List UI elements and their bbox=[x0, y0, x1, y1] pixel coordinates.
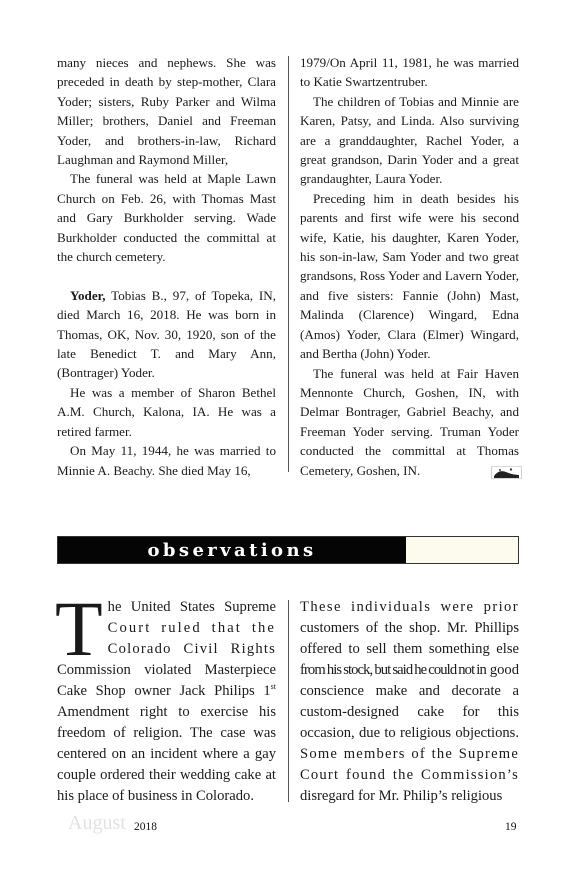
article-line: Colorado Civil Rights bbox=[107, 641, 276, 657]
article-line: from his stock, but said he could not in bbox=[300, 662, 486, 678]
obituary-paragraph-last bbox=[300, 364, 519, 480]
obituary-name: Yoder, bbox=[70, 287, 106, 303]
article-line: These individuals were prior bbox=[300, 599, 519, 615]
article-line: Court ruled that the bbox=[107, 620, 276, 636]
obituary-column-right bbox=[300, 53, 519, 480]
column-divider bbox=[288, 600, 289, 802]
obituary-entry-yoder bbox=[57, 286, 276, 383]
obituary-paragraph: On May 11, 1944, he was married to Minnie A. Beachy. She died May 16, bbox=[57, 443, 276, 478]
obituary-paragraph: The funeral was held at Maple Lawn Church on Feb. 26, with Thomas Mast and Gary Burkholder serving. Wade Burkholder conducted the committal at the church cemetery. bbox=[57, 171, 276, 265]
obituary-paragraph: many nieces and nephews. She was preceded in death by step-mother, Clara Yoder; sisters, Ruby Parker and Wilma Miller; brothers, Daniel and Freeman Yoder, and brothers-in-law, Richard Laughman and Raymond Miller, bbox=[57, 55, 276, 168]
article-line: Commission violated Masterpiece bbox=[57, 662, 276, 678]
section-banner bbox=[57, 536, 519, 564]
article-text bbox=[300, 597, 519, 807]
article-line: Some members of the Supreme bbox=[300, 746, 519, 762]
page-number: 19 bbox=[505, 821, 517, 833]
obituary-column-left bbox=[57, 53, 276, 480]
article-line: good conscience make and decorate a custom-designed cake for this occasion, due to religious objections. bbox=[300, 662, 519, 741]
column-divider bbox=[288, 56, 289, 472]
article-line: customers of the shop. Mr. Phillips offered to sell them something else bbox=[300, 620, 519, 657]
footer-year: 2018 bbox=[134, 821, 157, 833]
article-line: disregard for Mr. Philip’s religious bbox=[300, 788, 503, 804]
section-title: observations bbox=[147, 540, 317, 561]
article-column-left bbox=[55, 585, 276, 807]
article-column-right bbox=[300, 597, 519, 807]
drop-cap: T bbox=[55, 585, 103, 672]
article-line: Cake Shop owner Jack Philips 1 bbox=[57, 683, 271, 699]
obituary-text: The funeral was held at Fair Haven Mennonte Church, Goshen, IN, with Delmar Bontrager, Gabriel Beachy, and Freeman Yoder serving. Truman Yoder conducted the committal at Thomas Cemetery, Goshen, IN. bbox=[300, 365, 519, 478]
footer-month: August bbox=[68, 812, 126, 834]
obituary-paragraph: Preceding him in death besides his parents and first wife were his second wife, Katie, his daughter, Karen Yoder, his son-in-law, Sam Yoder and two great grandsons, Ross Yoder and Lavern Yoder, and five sisters: Fannie (John) Mast, Malinda (Clarence) Wingard, Edna (Amos) Yoder, Clara (Elmer) Wingard, and Bertha (John) Yoder. bbox=[300, 190, 519, 362]
article-line: Court found the Commission’s bbox=[300, 767, 519, 783]
article-line: Amendment right to exercise his freedom of religion. The case was centered on an incident where a gay couple ordered their wedding cake at his place of business in Colorado. bbox=[57, 704, 276, 804]
article-line: he United States Supreme bbox=[107, 599, 276, 615]
obituary-entry-text: Tobias B., 97, of Topeka, IN, died March 16, 2018. He was born in Thomas, OK, Nov. 30, 1920, son of the late Benedict T. and Mary Ann, (Bontrager) Yoder. bbox=[57, 287, 276, 381]
ordinal-suffix: st bbox=[270, 682, 276, 692]
obituary-paragraph: 1979/On April 11, 1981, he was married to Katie Swartzentruber. bbox=[300, 55, 519, 90]
obituary-paragraph: He was a member of Sharon Bethel A.M. Church, Kalona, IA. He was a retired farmer. bbox=[57, 384, 276, 439]
obituary-paragraph: The children of Tobias and Minnie are Karen, Patsy, and Linda. Also surviving are a granddaughter, Rachel Yoder, a great grandson, Darin Yoder and a great grandaughter, Laura Yoder. bbox=[300, 93, 519, 187]
end-of-section-ornament-icon bbox=[478, 465, 509, 478]
